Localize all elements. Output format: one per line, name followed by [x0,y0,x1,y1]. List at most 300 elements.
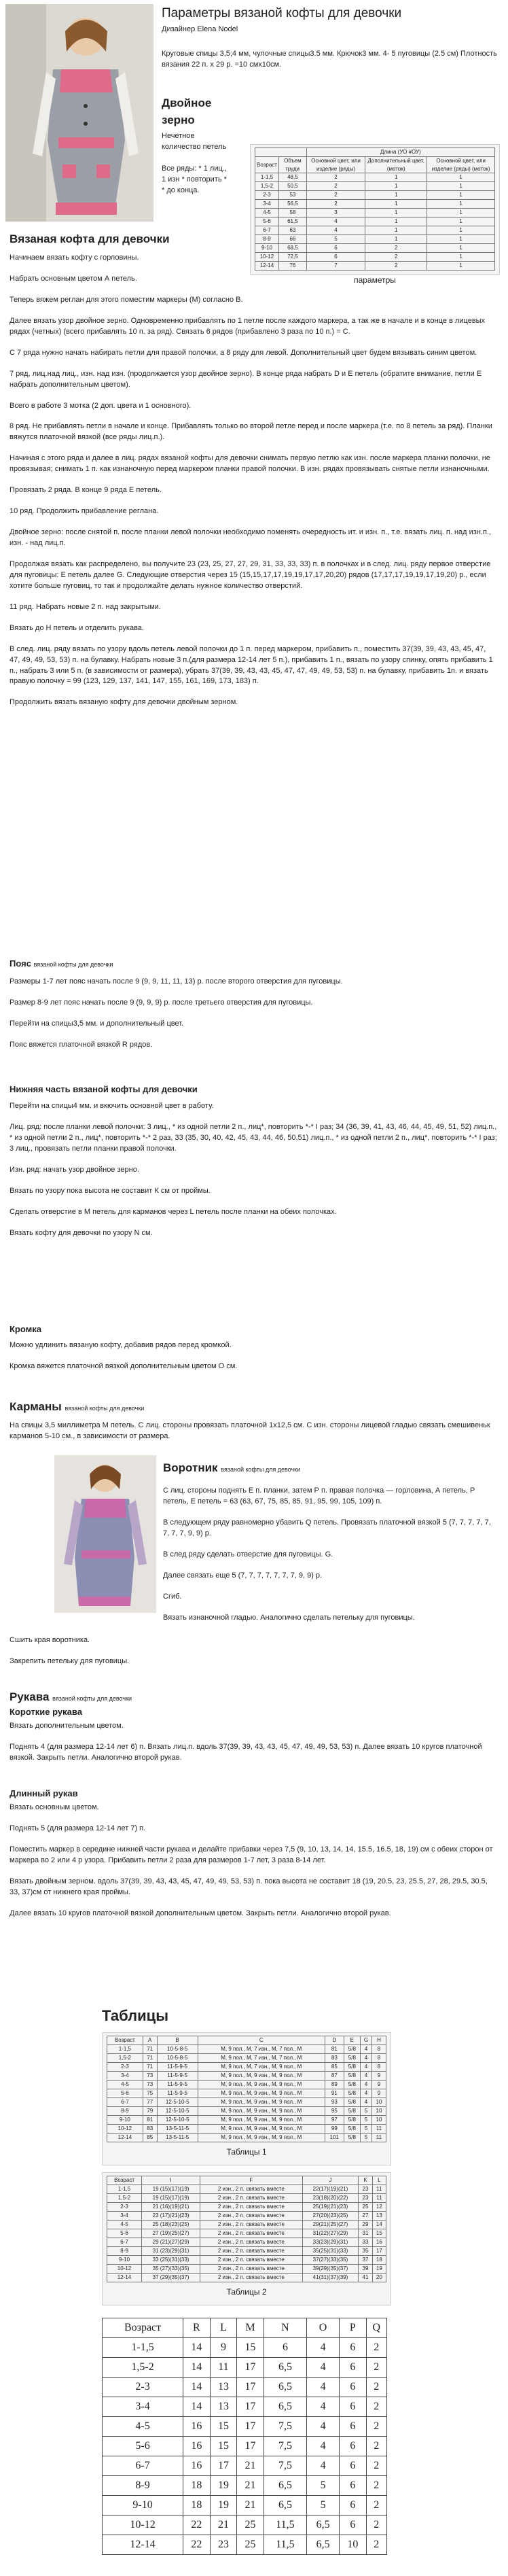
table-cell: 41(31)(37)(39) [302,2274,359,2282]
table-3 [102,2318,387,2555]
paragraph: Далее вязать узор двойное зерно. Одновременно прибавлять по 1 петле после каждого маркера, а так же в начале и в конце в лицевых рядах (четных) (всего прибавлять 10 п. за ряд). Связать 6 рядов (прибавлено 3 раза по 10 п.) = С. [10,316,486,336]
table-cell: 2 [366,2476,386,2496]
collar-subtitle: вязаной кофты для девочки [221,1466,301,1473]
sleeves-heading [10,1689,132,1706]
table-cell: 2 [366,2417,386,2437]
table-cell: 48,5 [278,173,306,182]
table-cell: 1 [427,235,495,244]
table-cell: 66 [278,235,306,244]
table-cell: 87 [325,2072,344,2081]
table-row [107,2221,386,2229]
table-row [107,2089,386,2098]
table-cell: 5 [307,2496,340,2516]
table-cell: 81 [325,2045,344,2054]
table-cell: 11 [372,2194,386,2203]
table-cell: 19 [210,2476,237,2496]
paragraph: Можно удлинить вязаную кофту, добавив рядов перед кромкой. [10,1341,232,1349]
column-header: D [325,2036,344,2045]
table-cell: 1,5-2 [107,2194,142,2203]
table-row [103,2476,387,2496]
table-cell: 76 [278,262,306,271]
table-cell: 5/8 [344,2116,360,2125]
table-cell: 1 [427,217,495,226]
paragraph: Вязать изнаночной гладью. Аналогично сделать петельку для пуговицы. [163,1613,415,1622]
table-cell: 5/8 [344,2072,360,2081]
table-cell: 37 (29)(35)(37) [142,2274,200,2282]
table-row [103,2397,387,2417]
table-cell: 23(18)(20)(22) [302,2194,359,2203]
table-cell: 5-6 [255,217,279,226]
table-cell: 11-5-9-5 [157,2072,198,2081]
table-cell: 1,5-2 [103,2358,183,2378]
table-cell: 5-6 [107,2089,143,2098]
table3-frame [102,2318,390,2555]
table-cell: 9-10 [255,244,279,253]
column-header: C [198,2036,325,2045]
table-cell: 1 [365,226,427,235]
table-cell: 2 [366,2516,386,2535]
table-cell: 4 [361,2054,372,2063]
table-cell: 12-5-10-5 [157,2116,198,2125]
table-cell: 15 [237,2338,264,2358]
table-cell: 16 [372,2238,386,2247]
paragraph: Начиная с этого ряда и далее в лиц. рядах вязаной кофты для девочки снимать первую петлю как изн. после маркера планки полочки, не провязывая; снимать 1 п. как изнаночную перед маркером планки правой полочки. В изн. рядах провязывать снятые петли изнаночными. [10,454,490,474]
table-row [255,200,495,209]
table-row [103,2516,387,2535]
materials-text: Круговые спицы 3,5;4 мм, чулочные спицы3.5 мм. Крючок3 мм. 4- 5 пуговицы (2.5 см) Плотность вязания 22 п. х 29 р. =10 смх10см. [162,50,497,69]
paragraph: В след ряду сделать отверстие для пуговицы. G. [163,1550,333,1559]
table-cell: 35 (27)(33)(35) [142,2265,200,2274]
table-cell: 10-12 [107,2125,143,2134]
table-cell: 2 изн., 2 п. связать вместе [200,2185,303,2194]
table-1 [107,2036,386,2142]
paragraph: Изн. ряд: начать узор двойное зерно. [10,1165,139,1174]
table-cell: 2 [366,2437,386,2456]
seed-line: * до конца. [162,186,200,194]
table-cell: 16 [183,2456,211,2476]
table-cell: 81 [143,2116,157,2125]
table-cell: 2 [306,200,365,209]
column-header: Возраст [107,2176,142,2185]
table-cell: 5/8 [344,2125,360,2134]
table-cell: 5 [361,2107,372,2116]
table-cell: 6,5 [264,2496,306,2516]
table-cell: 19 (15)(17)(19) [142,2185,200,2194]
table-row [255,173,495,182]
column-header: E [344,2036,360,2045]
column-header: I [142,2176,200,2185]
table-cell: 31(22)(27)(29) [302,2229,359,2238]
table-cell: 93 [325,2098,344,2107]
table-cell: 11 [372,2185,386,2194]
table-cell: М, 9 пол., М, 7 изн., М, 7 пол., М [198,2045,325,2054]
table-cell: М, 9 пол., М, 9 изн., М, 9 пол., М [198,2081,325,2089]
column-header: H [371,2036,386,2045]
table-cell: 73 [143,2081,157,2089]
table-cell: 85 [325,2063,344,2072]
table-cell: 1-1,5 [107,2045,143,2054]
table-cell: 2 изн., 2 п. связать вместе [200,2274,303,2282]
paragraph: С лиц. стороны поднять Е п. планки, затем Р п. правая полочка — горловина, А петель, Р петель, Е петель = 63 (63, 67, 75, 85, 85, 91, 95, 99, 105, 109) п. [163,1486,475,1505]
table-cell: 2 [366,2397,386,2417]
table-cell: 1 [365,209,427,217]
collar-title: Воротник [163,1461,218,1474]
long-sleeves-body [10,1803,497,1930]
table-row [255,226,495,235]
table-cell: 3-4 [255,200,279,209]
table-cell: 1,5-2 [255,182,279,191]
paragraph: Сделать отверстие в М петель для карманов через L петель после планки на обеих полочках. [10,1207,337,1216]
paragraph: Вязать кофту для девочки по узору N см. [10,1228,153,1237]
belt-subtitle: вязаной кофты для девочки [33,961,113,968]
table-cell: 29 [359,2221,372,2229]
cardigan-illustration [5,4,153,222]
table-row [103,2358,387,2378]
column-header: O [307,2318,340,2338]
table-cell: 5/8 [344,2045,360,2054]
seed-line: Все ряды: * 1 лиц., [162,164,227,173]
table-row [107,2185,386,2194]
lower-heading: Нижняя часть вязаной кофты для девочки [10,1084,198,1094]
column-header: R [183,2318,211,2338]
paragraph: Набрать основным цветом А петель. [10,274,137,283]
table-row [103,2456,387,2476]
column-header: A [143,2036,157,2045]
table-cell: 9-10 [107,2116,143,2125]
paragraph: 10 ряд. Продолжить прибавление реглана. [10,507,159,516]
table-cell: 7,5 [264,2437,306,2456]
table-cell: 18 [183,2496,211,2516]
seed-stitch-lines [162,131,249,196]
table-cell: 8-9 [103,2476,183,2496]
table-cell: 15 [372,2229,386,2238]
paragraph: В след. лиц. ряду вязать по узору вдоль петель левой полочки до 1 п. перед маркером, прибавить п., поместить 37(39, 39, 43, 43, 45, 47, 47, 49, 49, 53, 53) п. на булавку. Набрать новые 3 п.(для размера 12-14 лет 5 п.), прибавить 1 п., вязать по узору спинку, опять прибавить 1 п., набрать 3 или 5 п. (в зависимости от размера), убрать 37(39, 39, 43, 43, 45, 47, 47, 49, 49, 53, 53) п. на булавку, прибавить 1п. и вязать правую полочку = 99 (123, 129, 137, 141, 147, 155, 161, 169, 173, 183) п. [10,644,493,686]
seed-line: Нечетное [162,132,195,140]
table-cell: 5/8 [344,2089,360,2098]
table-cell: 101 [325,2134,344,2142]
table-cell: 91 [325,2089,344,2098]
table-cell: 1-1,5 [103,2338,183,2358]
column-header: L [372,2176,386,2185]
table-cell: 6,5 [264,2358,306,2378]
girl-cardigan-photo [5,4,153,222]
paragraph: Сшить края воротника. [10,1636,90,1644]
girl-cardigan-photo-2 [54,1455,156,1613]
table-cell: 1 [365,191,427,200]
table-header-row [103,2318,387,2338]
tables-heading: Таблицы [102,2007,168,2024]
table-cell: 83 [143,2125,157,2134]
table-cell: 6 [264,2338,306,2358]
paragraph: Поднять 4 (для размера 12-14 лет 6) п. Вязать лиц.п. вдоль 37(39, 39, 43, 43, 45, 47, 49, 49, 53, 53) п. Далее вязать 10 кругов платочной вязкой. Закрыть петли. Аналогично второй рукав. [10,1742,482,1762]
table-cell: 50,5 [278,182,306,191]
table-cell: 9-10 [107,2256,142,2265]
table-cell: 75 [143,2089,157,2098]
table-cell: 25 [237,2516,264,2535]
table-cell: 2 [366,2338,386,2358]
table2-caption: Таблицы 2 [226,2287,267,2297]
table-cell: 4 [307,2437,340,2456]
table-cell: 61,5 [278,217,306,226]
table-cell: 29 (21)(27)(29) [142,2238,200,2247]
table-cell: 1 [365,235,427,244]
table-cell: 4 [307,2378,340,2397]
table-cell: 6 [340,2496,367,2516]
column-header: Возраст [255,157,279,173]
column-group-header: Длина (УО #ОУ) [306,148,494,157]
table-cell: 6,5 [264,2378,306,2397]
table-cell: 11-5-9-5 [157,2081,198,2089]
column-header: K [359,2176,372,2185]
table-cell: 17 [372,2247,386,2256]
table-row [107,2098,386,2107]
column-header: Возраст [107,2036,143,2045]
seed-stitch-title: Двойное зерно [162,97,212,126]
paragraph: 11 ряд. Набрать новые 2 п. над закрытыми. [10,602,161,611]
table-cell: 41 [359,2274,372,2282]
paragraph: Размеры 1-7 лет пояс начать после 9 (9, 9, 11, 11, 13) р. после второго отверстия для пуговицы. [10,977,343,986]
table-cell: 2 [366,2378,386,2397]
table-cell: 3-4 [107,2072,143,2081]
table-cell: 5 [361,2116,372,2125]
table-cell: 11 [371,2125,386,2134]
table-cell: 21 [210,2516,237,2535]
table-cell: 63 [278,226,306,235]
table-cell: 1,5-2 [107,2054,143,2063]
page-title-text: Параметры вязаной кофты для девочки [162,6,402,20]
table-cell: 4 [306,226,365,235]
table-cell: 11 [210,2358,237,2378]
table-cell: 5/8 [344,2081,360,2089]
table-row [103,2496,387,2516]
table-header-row [255,157,495,173]
pockets-title: Карманы [10,1400,62,1413]
table-cell: 5/8 [344,2098,360,2107]
column-header: N [264,2318,306,2338]
table-cell: 72,5 [278,253,306,262]
collar-body [163,1486,496,1634]
table-group-header-row [255,148,495,157]
table-row [107,2256,386,2265]
collar-heading [163,1460,300,1477]
edging-heading: Кромка [10,1324,41,1334]
table-cell: 9 [371,2081,386,2089]
table-cell: 35(25)(31)(33) [302,2247,359,2256]
paragraph: Теперь вяжем реглан для этого поместим маркеры (М) согласно В. [10,295,243,304]
paragraph: Далее вязать 10 кругов платочной вязкой дополнительным цветом. Закрыть петли. Аналогично второй рукав. [10,1909,391,1917]
table-cell: 21 [237,2496,264,2516]
table-cell: 6 [340,2456,367,2476]
table-cell: 7,5 [264,2417,306,2437]
column-header-empty [255,148,307,157]
table-cell: 39 [359,2265,372,2274]
column-header: Q [366,2318,386,2338]
table-row [103,2417,387,2437]
table-row [107,2194,386,2203]
table-cell: 37 [359,2256,372,2265]
table-cell: 19 (15)(17)(19) [142,2194,200,2203]
table-cell: 16 [183,2417,211,2437]
table-cell: 2 [366,2496,386,2516]
table-cell: 2 изн., 2 п. связать вместе [200,2212,303,2221]
table-cell: 27 (19)(25)(27) [142,2229,200,2238]
table-row [107,2238,386,2247]
table-cell: 4 [307,2338,340,2358]
paragraph: С 7 ряда нужно начать набирать петли для правой полочки, а 8 ряду для левой. Дополнительный цвет будем вязывать синим цветом. [10,348,477,357]
table-cell: 8-9 [107,2247,142,2256]
table-cell: 1 [427,244,495,253]
seed-line: 1 изн * повторить * [162,175,227,184]
table-cell: 1-1,5 [255,173,279,182]
table-cell: 4 [361,2081,372,2089]
table1-frame [102,2032,391,2165]
column-header: G [361,2036,372,2045]
table-cell: 31 [359,2229,372,2238]
table-cell: 2 изн., 2 п. связать вместе [200,2247,303,2256]
table-2 [107,2176,386,2282]
table-cell: 71 [143,2045,157,2054]
table-cell: 5/8 [344,2063,360,2072]
paragraph: 8 ряд. Не прибавлять петли в начале и конце. Прибавлять только во второй петле перед и после маркера (т.е. по 8 петель за ряд). Планки вяжутся платочной вязкой (все ряды лиц.п.). [10,422,492,442]
table-cell: 23 (17)(21)(23) [142,2212,200,2221]
table-cell: 1 [427,191,495,200]
table-cell: М, 9 пол., М, 7 изн., М, 7 пол., М [198,2054,325,2063]
table-cell: 5 [306,235,365,244]
table-cell: 11,5 [264,2516,306,2535]
table-cell: 11 [371,2134,386,2142]
table-cell: 10-12 [103,2516,183,2535]
table-cell: М, 9 пол., М, 9 изн., М, 9 пол., М [198,2107,325,2116]
table-cell: 79 [143,2107,157,2116]
table-cell: 33 (25)(31)(33) [142,2256,200,2265]
table-cell: 71 [143,2063,157,2072]
column-header: Возраст [103,2318,183,2338]
paragraph: Начинаем вязать кофту с горловины. [10,254,139,262]
paragraph: В следующем ряду равномерно убавить Q петель. Провязать платочной вязкой 5 (7, 7, 7, 7, 7, 7, 7, 7, 9, 9) р. [163,1518,491,1537]
table-cell: 6 [340,2437,367,2456]
paragraph: Размер 8-9 лет пояс начать после 9 (9, 9, 9) р. после третьего отверстия для пуговицы. [10,998,313,1007]
table-cell: 10-5-8-5 [157,2054,198,2063]
table-cell: 2 [366,2358,386,2378]
table-cell: М, 9 пол., М, 9 изн., М, 9 пол., М [198,2116,325,2125]
table-cell: 8-9 [107,2107,143,2116]
table-cell: М, 9 пол., М, 9 изн., М, 9 пол., М [198,2072,325,2081]
table-cell: 23 [359,2194,372,2203]
table-cell: 73 [143,2072,157,2081]
table-cell: 2 изн., 2 п. связать вместе [200,2265,303,2274]
table-cell: М, 9 пол., М, 9 изн., М, 9 пол., М [198,2098,325,2107]
table-row [107,2107,386,2116]
table-cell: 25 [359,2203,372,2212]
table-cell: 14 [183,2338,211,2358]
table-cell: 6 [340,2378,367,2397]
table-cell: 2 [366,2456,386,2476]
table-cell: 4-5 [107,2221,142,2229]
column-header: L [210,2318,237,2338]
paragraph: Пояс вяжется платочной вязкой R рядов. [10,1040,153,1049]
table-cell: 37(27)(33)(35) [302,2256,359,2265]
table-header-row [107,2036,386,2045]
paragraph: Поднять 5 (для размера 12-14 лет 7) п. [10,1824,146,1832]
table-cell: 27(20)(23)(25) [302,2212,359,2221]
table-row [107,2212,386,2221]
table-row [107,2072,386,2081]
table-cell: 23 [210,2535,237,2555]
table-cell: 4-5 [255,209,279,217]
table-cell: 8-9 [255,235,279,244]
table-cell: 3-4 [103,2397,183,2417]
table-cell: 13 [372,2212,386,2221]
column-header: P [340,2318,367,2338]
table-cell: 68,5 [278,244,306,253]
lower-body [10,1101,497,1249]
table-cell: 1 [365,173,427,182]
table-cell: 1 [427,182,495,191]
table-row [255,217,495,226]
table-cell: 1 [427,253,495,262]
table-cell: 6-7 [103,2456,183,2476]
table-cell: 10-5-8-5 [157,2045,198,2054]
table-cell: 11-5-9-5 [157,2063,198,2072]
paragraph: Вязать по узору пока высота не составит К см от проймы. [10,1186,211,1195]
table-cell: 16 [183,2437,211,2456]
table-cell: 77 [143,2098,157,2107]
table-cell: М, 9 пол., М, 9 изн., М, 9 пол., М [198,2125,325,2134]
table-cell: 6 [340,2358,367,2378]
table-cell: 2-3 [107,2203,142,2212]
table-cell: 6 [306,244,365,253]
column-header: Объем груди [278,157,306,173]
table-cell: 31 (23)(29)(31) [142,2247,200,2256]
table-cell: 1 [365,217,427,226]
table-cell: 23 [359,2185,372,2194]
table-cell: 2-3 [103,2378,183,2397]
table-cell: 4 [307,2417,340,2437]
table-cell: 20 [372,2274,386,2282]
table-cell: 89 [325,2081,344,2089]
table-cell: 2 изн., 2 п. связать вместе [200,2238,303,2247]
paragraph: Провязать 2 ряда. В конце 9 ряда Е петель. [10,486,162,495]
paragraph: Поместить маркер в середине нижней части рукава и делайте прибавки через 7,5 (9, 10, 13, 14, 14, 15.5, 16.5, 18, 19) см с обеих сторон от маркера во 2 или 4 р узора. Прибавить петли 2 раза для размеров 1-7 лет, 3 раза 8-14 лет. [10,1845,493,1864]
table-row [107,2116,386,2125]
table-cell: 12-14 [103,2535,183,2555]
table-cell: 6,5 [264,2397,306,2417]
paragraph: Двойное зерно: после снятой п. после планки левой полочки необходимо поменять очередность ит. и изн. п., т.е. вязать лиц. п. над изн.п., изн. - над лиц.п. [10,528,492,547]
table-cell: 10-12 [255,253,279,262]
table-cell: 10 [340,2535,367,2555]
table-row [255,209,495,217]
table-cell: 2 [366,2535,386,2555]
column-header: B [157,2036,198,2045]
table-cell: 2-3 [107,2063,143,2072]
table-cell: 6 [306,253,365,262]
table-cell: 12-14 [107,2274,142,2282]
table-cell: 1 [365,182,427,191]
column-header: F [200,2176,303,2185]
table-cell: 2-3 [255,191,279,200]
table-cell: 22 [183,2516,211,2535]
paragraph: Вязать дополнительным цветом. [10,1722,124,1730]
table-row [103,2535,387,2555]
table-cell: 15 [210,2437,237,2456]
table-cell: 5 [307,2476,340,2496]
table-row [255,191,495,200]
sleeves-subtitle: вязаной кофты для девочки [52,1695,132,1702]
table-cell: 7 [306,262,365,271]
table-cell: 22 [183,2535,211,2555]
paragraph: Далее связать еще 5 (7, 7, 7, 7, 7, 7, 7, 9, 9) р. [163,1571,323,1580]
table-row [107,2247,386,2256]
